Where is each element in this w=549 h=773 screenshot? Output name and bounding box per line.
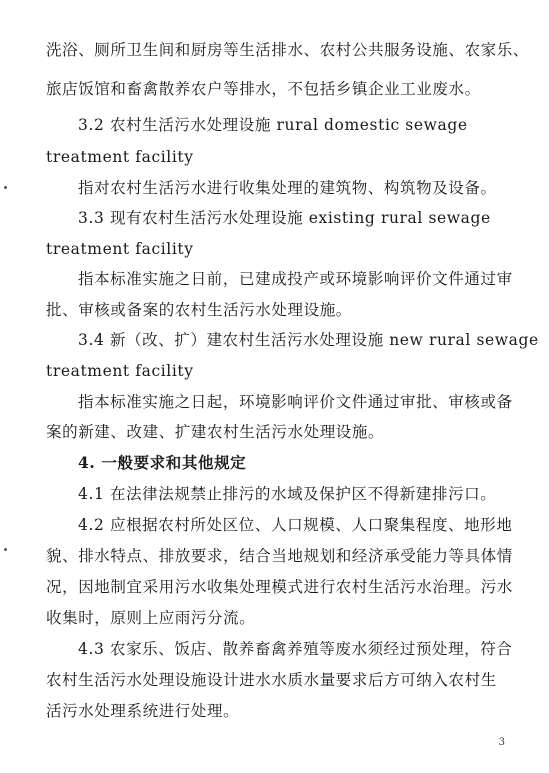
clause-line: 农村生活污水处理设施设计进水水质水量要求后方可纳入农村生	[46, 671, 497, 689]
clause-4-3: 4.3 农家乐、饭店、散养畜禽养殖等废水须经过预处理，符合	[78, 640, 513, 658]
term-heading-3-3-cont: treatment facility	[46, 240, 194, 258]
clause-4-2: 4.2 应根据农村所处区位、人口规模、人口聚集程度、地形地	[78, 516, 513, 534]
clause-line: 貌、排水特点、排放要求，结合当地规划和经济承受能力等具体情	[46, 547, 513, 565]
paragraph-line: 洗浴、厕所卫生间和厨房等生活排水、农村公共服务设施、农家乐、	[46, 41, 530, 59]
paragraph-line: 旅店饭馆和畜禽散养农户等排水，不包括乡镇企业工业废水。	[46, 80, 481, 98]
term-heading-3-2: 3.2 农村生活污水处理设施 rural domestic sewage	[78, 116, 468, 134]
page-number: 3	[498, 737, 505, 748]
clause-4-1: 4.1 在法律法规禁止排污的水域及保护区不得新建排污口。	[78, 485, 497, 503]
term-heading-3-4: 3.4 新（改、扩）建农村生活污水处理设施 new rural sewage	[78, 331, 539, 349]
definition-line: 指本标准实施之日起，环境影响评价文件通过审批、审核或备	[78, 393, 513, 411]
clause-line: 况，因地制宜采用污水收集处理模式进行农村生活污水治理。污水	[46, 578, 513, 596]
clause-line: 收集时，原则上应雨污分流。	[46, 609, 256, 627]
definition-line: 批、审核或备案的农村生活污水处理设施。	[46, 301, 352, 319]
term-heading-3-4-cont: treatment facility	[46, 362, 194, 380]
definition-line: 指本标准实施之日前，已建成投产或环境影响评价文件通过审	[78, 270, 513, 288]
definition-line: 案的新建、改建、扩建农村生活污水处理设施。	[46, 423, 385, 441]
section-heading-4: 4. 一般要求和其他规定	[78, 453, 247, 472]
term-heading-3-2-cont: treatment facility	[46, 148, 194, 166]
definition-line: 指对农村生活污水进行收集处理的建筑物、构筑物及设备。	[78, 179, 497, 197]
margin-dot	[4, 548, 7, 551]
term-heading-3-3: 3.3 现有农村生活污水处理设施 existing rural sewage	[78, 209, 491, 227]
margin-dot	[4, 186, 7, 189]
clause-line: 活污水处理系统进行处理。	[46, 702, 240, 720]
